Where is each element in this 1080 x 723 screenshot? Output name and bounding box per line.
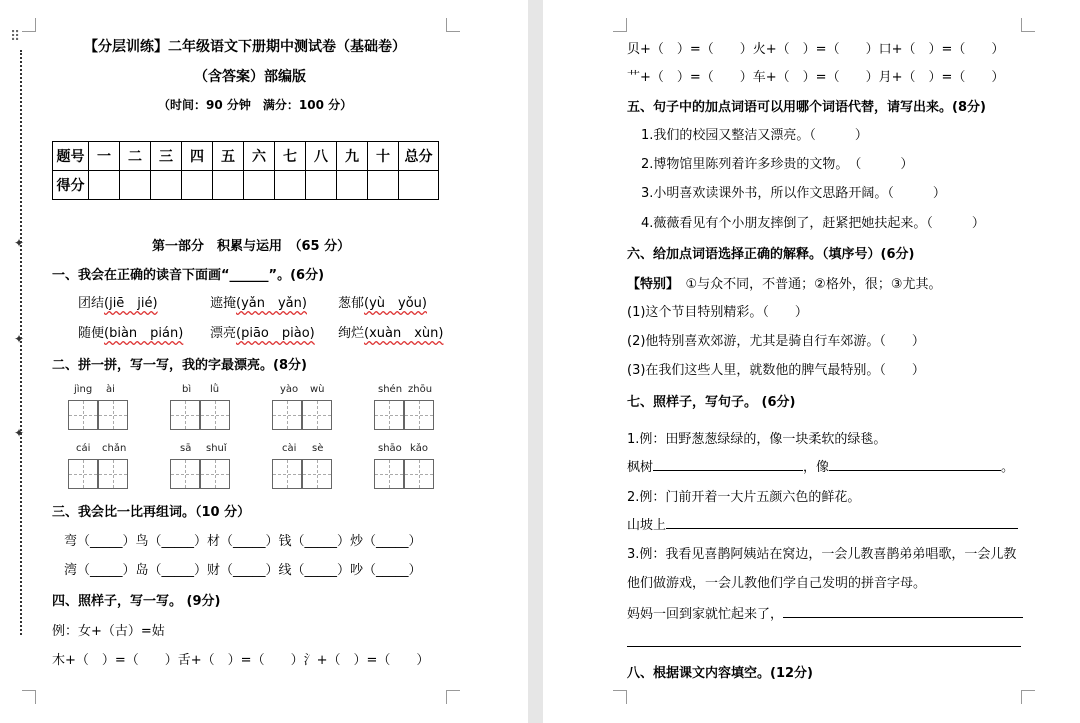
q7-prompt: ，像	[803, 460, 830, 475]
q1-word: 绚烂	[338, 326, 365, 341]
q3-row: 弯（_____）鸟（_____）材（_____）钱（_____）炒（_____）	[64, 534, 422, 549]
q1-pinyin: (yù yǒu)	[364, 296, 427, 311]
q7-example-3-line1: 3.例：我看见喜鹊阿姨站在窝边，一会儿教喜鹊弟弟唱歌，一会儿教	[627, 547, 1017, 562]
q5-item: 4.薇薇看见有个小朋友摔倒了，赶紧把她扶起来。（ ）	[641, 216, 985, 231]
q1-item	[338, 292, 427, 311]
pinyin-label: jìng	[74, 384, 93, 395]
writing-grid-group	[374, 384, 436, 432]
score-cell[interactable]	[182, 171, 213, 200]
writing-box[interactable]	[404, 459, 434, 489]
writing-box[interactable]	[200, 459, 230, 489]
table-cell: 八	[306, 142, 337, 171]
pinyin-label: kǎo	[410, 443, 429, 454]
q1-pinyin: (biàn pián)	[104, 326, 184, 341]
writing-box[interactable]	[200, 400, 230, 430]
q5-item: 2.博物馆里陈列着许多珍贵的文物。 （ ）	[641, 157, 914, 172]
q6-title: 六、给加点词语选择正确的解释。（填序号）(6分)	[627, 247, 915, 262]
q4-example: 例：女+（古）=姑	[52, 624, 165, 639]
q1-word: 团结	[78, 296, 105, 311]
crop-mark	[1021, 690, 1035, 704]
q7-example-1: 1.例：田野葱葱绿绿的，像一块柔软的绿毯。	[627, 432, 887, 447]
writing-box[interactable]	[302, 459, 332, 489]
q7-prompt: 妈妈一回到家就忙起来了，	[627, 607, 784, 622]
pinyin-label: ài	[106, 384, 115, 395]
writing-box[interactable]	[98, 400, 128, 430]
writing-box[interactable]	[170, 459, 200, 489]
q6-item: (1)这个节目特别精彩。（ ）	[627, 305, 808, 320]
q4-row: 艹+（ ）=（ ）车+（ ）=（ ）月+（ ）=（ ）	[627, 70, 1005, 85]
pinyin-label: shāo	[378, 443, 402, 454]
table-cell: 得分	[53, 171, 89, 200]
q7-answer-3	[627, 603, 1023, 622]
crop-mark	[613, 690, 627, 704]
score-table-header-row	[53, 142, 439, 171]
score-cell[interactable]	[89, 171, 120, 200]
q1-item	[78, 322, 183, 341]
answer-blank[interactable]	[783, 604, 1023, 618]
writing-grid-group	[170, 443, 232, 491]
table-cell: 四	[182, 142, 213, 171]
score-table	[52, 141, 439, 200]
writing-grid-group	[68, 384, 130, 432]
writing-grid-group	[272, 443, 334, 491]
table-cell: 一	[89, 142, 120, 171]
q6-def-text: ①与众不同，不普通；②格外，很；③尤其。	[685, 277, 942, 292]
answer-blank[interactable]	[829, 457, 1001, 471]
table-cell: 十	[368, 142, 399, 171]
pinyin-label: sè	[312, 443, 324, 454]
pinyin-label: cái	[76, 443, 91, 454]
q1-item	[338, 322, 443, 341]
writing-grid-group	[68, 443, 130, 491]
pinyin-label: bì	[182, 384, 192, 395]
q1-item	[210, 292, 307, 311]
time-info: （时间：90 分钟 满分：100 分）	[158, 98, 353, 112]
writing-box[interactable]	[374, 459, 404, 489]
pinyin-label: shuǐ	[206, 443, 227, 454]
q5-item: 1.我们的校园又整洁又漂亮。（ ）	[641, 128, 868, 143]
q1-pinyin: (xuàn xùn)	[364, 326, 444, 341]
part1-heading: 第一部分 积累与运用 （65 分）	[152, 239, 351, 254]
q4-row: 贝+（ ）=（ ）火+（ ）=（ ）口+（ ）=（ ）	[627, 42, 1005, 57]
score-cell[interactable]	[213, 171, 244, 200]
q7-answer-2	[627, 514, 1018, 533]
pinyin-label: chǎn	[102, 443, 127, 454]
q2-title: 二、拼一拼，写一写，我的字最漂亮。(8分)	[52, 358, 307, 373]
table-cell: 五	[213, 142, 244, 171]
table-cell: 七	[275, 142, 306, 171]
writing-box[interactable]	[272, 459, 302, 489]
q7-answer-1	[627, 456, 1014, 475]
q7-prompt: 。	[1001, 460, 1015, 475]
score-cell[interactable]	[306, 171, 337, 200]
score-table-score-row	[53, 171, 439, 200]
writing-grid-group	[170, 384, 232, 432]
score-cell[interactable]	[275, 171, 306, 200]
document-subtitle: （含答案）部编版	[194, 69, 306, 85]
score-cell[interactable]	[120, 171, 151, 200]
score-cell[interactable]	[399, 171, 439, 200]
answer-line[interactable]	[627, 646, 1021, 647]
q1-title: 一、我会在正确的读音下面画“______”。(6分)	[52, 268, 325, 283]
q1-word: 葱郁	[338, 296, 365, 311]
q7-prompt: 枫树	[627, 460, 654, 475]
pinyin-label: sā	[180, 443, 192, 454]
q3-row: 湾（_____）岛（_____）财（_____）线（_____）吵（_____）	[64, 563, 422, 578]
drag-handle-icon[interactable]: ⠿	[10, 29, 23, 45]
pinyin-label: lǜ	[210, 384, 220, 395]
writing-box[interactable]	[68, 400, 98, 430]
binding-mark: ✦	[14, 236, 25, 250]
q4-title: 四、照样子，写一写。 (9分)	[52, 594, 221, 609]
table-cell: 三	[151, 142, 182, 171]
crop-mark	[22, 690, 36, 704]
q4-row: 木+（ ）=（ ）舌+（ ）=（ ）氵+（ ）=（ ）	[52, 653, 430, 668]
crop-mark	[446, 18, 460, 32]
pinyin-label: cài	[282, 443, 297, 454]
score-cell[interactable]	[244, 171, 275, 200]
crop-mark	[613, 18, 627, 32]
right-page	[543, 0, 1080, 723]
q5-title: 五、句子中的加点词语可以用哪个词语代替，请写出来。(8分)	[627, 100, 986, 115]
binding-mark: ✦	[14, 332, 25, 346]
answer-blank[interactable]	[666, 515, 1018, 529]
left-page	[0, 0, 528, 723]
table-cell: 六	[244, 142, 275, 171]
q6-item: (3)在我们这些人里，就数他的脾气最特别。（ ）	[627, 363, 925, 378]
q1-item	[78, 292, 158, 311]
writing-box[interactable]	[272, 400, 302, 430]
q1-word: 遮掩	[210, 296, 237, 311]
document-title: 【分层训练】二年级语文下册期中测试卷（基础卷）	[84, 39, 406, 55]
pinyin-label: yào	[280, 384, 299, 395]
binding-mark: ✦	[14, 426, 25, 440]
writing-grid-group	[374, 443, 436, 491]
q7-example-2: 2.例：门前开着一大片五颜六色的鲜花。	[627, 490, 861, 505]
q1-pinyin: (jiē jié)	[104, 296, 158, 311]
q5-item: 3.小明喜欢读课外书，所以作文思路开阔。（ ）	[641, 186, 946, 201]
q1-pinyin: (yǎn yǎn)	[236, 296, 307, 311]
table-cell: 二	[120, 142, 151, 171]
pinyin-label: zhōu	[408, 384, 433, 395]
q7-title: 七、照样子，写句子。 (6分)	[627, 395, 796, 410]
q7-prompt: 山坡上	[627, 518, 667, 533]
pinyin-label: wù	[310, 384, 325, 395]
crop-mark	[446, 690, 460, 704]
q6-item: (2)他特别喜欢郊游，尤其是骑自行车郊游。（ ）	[627, 334, 925, 349]
q8-title: 八、根据课文内容填空。(12分)	[627, 666, 813, 681]
table-cell: 总分	[399, 142, 439, 171]
q3-title: 三、我会比一比再组词。（10 分）	[52, 505, 251, 520]
answer-blank[interactable]	[653, 457, 803, 471]
score-cell[interactable]	[151, 171, 182, 200]
q1-word: 随便	[78, 326, 105, 341]
writing-box[interactable]	[68, 459, 98, 489]
q1-word: 漂亮	[210, 326, 237, 341]
q1-item	[210, 322, 315, 341]
table-cell: 题号	[53, 142, 89, 171]
q6-def-label: 【特别】	[627, 277, 673, 292]
writing-box[interactable]	[302, 400, 332, 430]
pinyin-label: shén	[378, 384, 403, 395]
writing-box[interactable]	[374, 400, 404, 430]
table-cell: 九	[337, 142, 368, 171]
score-cell[interactable]	[368, 171, 399, 200]
q1-pinyin: (piāo piào)	[236, 326, 315, 341]
writing-box[interactable]	[98, 459, 128, 489]
crop-mark	[1021, 18, 1035, 32]
crop-mark	[22, 18, 36, 32]
q6-definitions	[627, 273, 942, 292]
writing-box[interactable]	[170, 400, 200, 430]
writing-grid-group	[272, 384, 334, 432]
writing-box[interactable]	[404, 400, 434, 430]
score-cell[interactable]	[337, 171, 368, 200]
q7-example-3-line2: 他们做游戏，一会儿教他们学自己发明的拼音字母。	[627, 576, 927, 591]
